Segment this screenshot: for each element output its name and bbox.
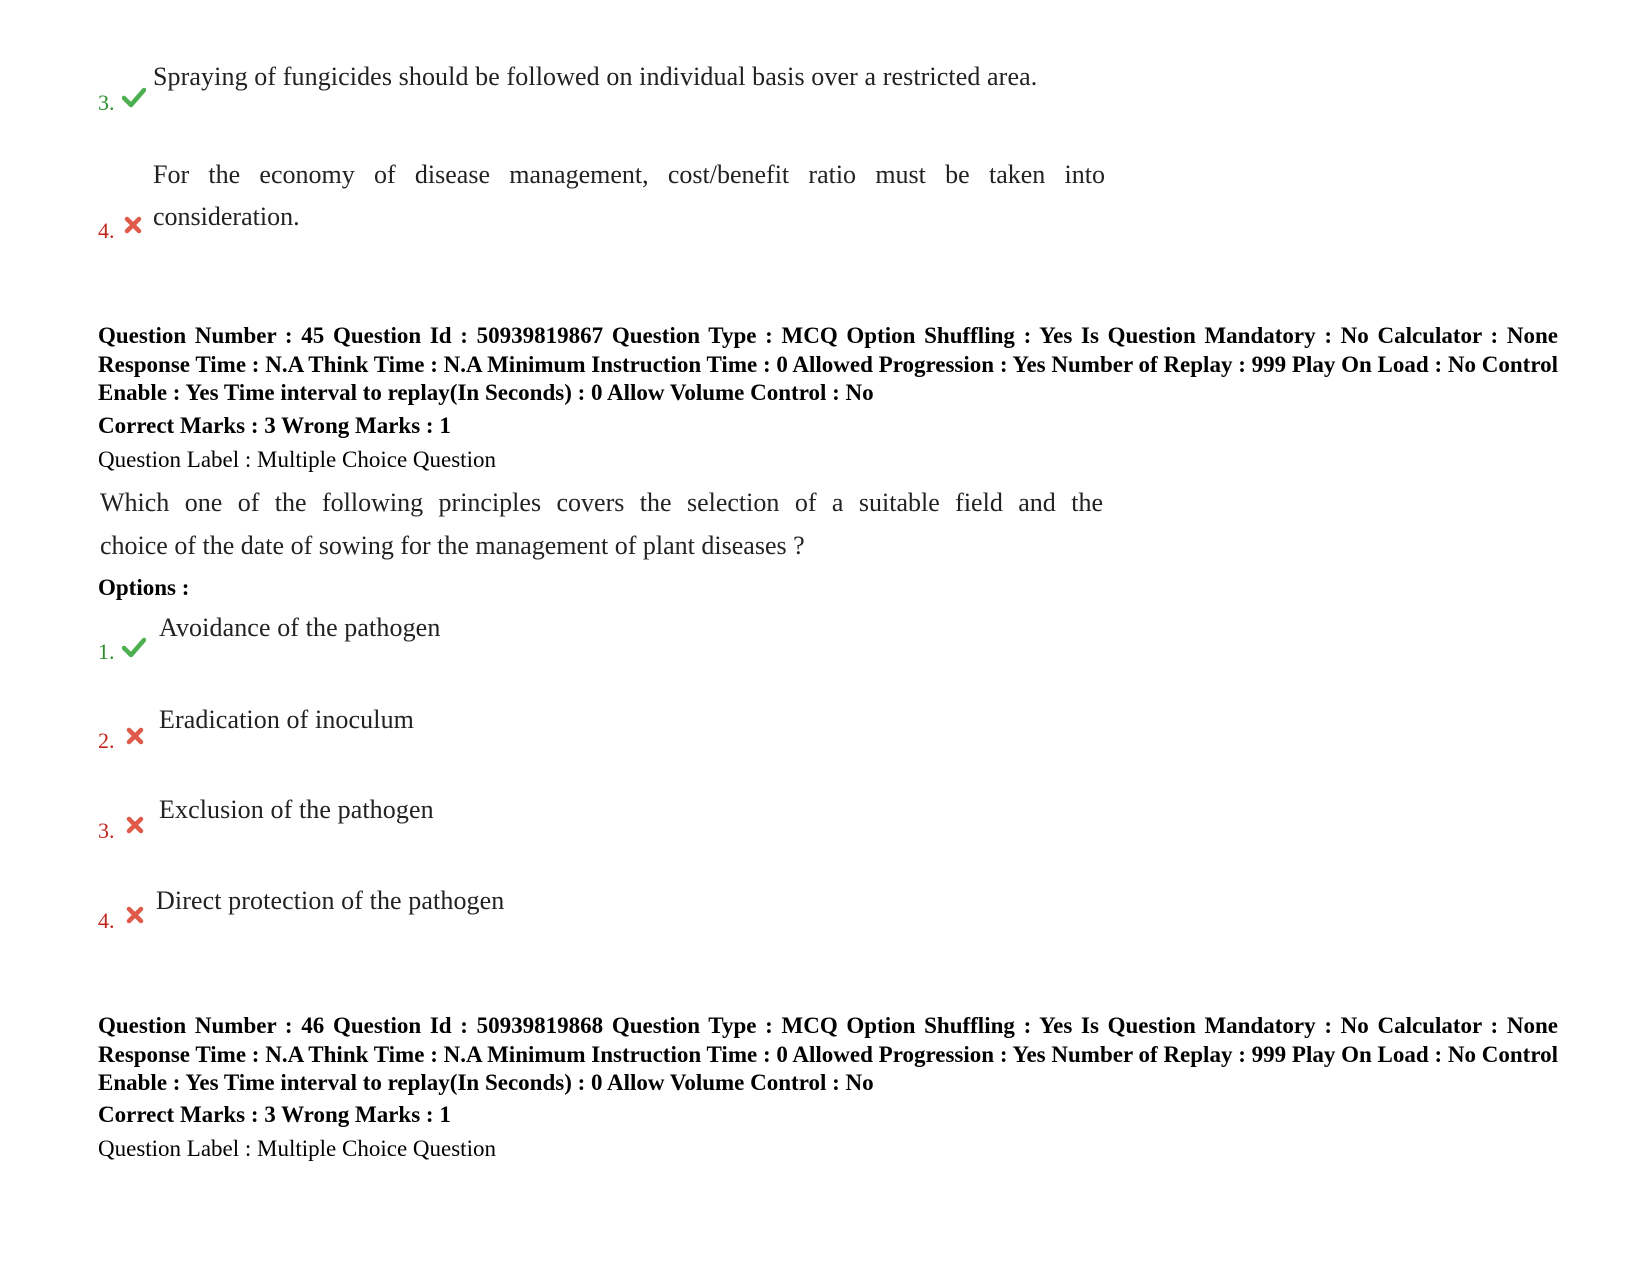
question-label: Question Label : Multiple Choice Question [98,1136,496,1161]
option-number: 1. [98,639,115,664]
question-text [100,481,1103,567]
question-text-line: Which one of the following principles covers the selection of a suitable field and the [100,488,1103,517]
option-number: 3. [98,90,115,115]
option-text-multiline [153,154,1105,238]
option-text-line: For the economy of disease management, cost/benefit ratio must be taken into [153,160,1105,189]
cross-icon [126,906,144,924]
option-number: 3. [98,818,115,843]
question-label: Question Label : Multiple Choice Question [98,447,496,472]
question-meta: Question Number : 45 Question Id : 50939819867 Question Type : MCQ Option Shuffling : Yes Is Question Mandatory : No Calculator : None Response Time : N.A Think Time : N.A Minimum Instruction Time : 0 Allowed Progression : Yes Number of Replay : 999 Play On Load : No Control Enable : Yes Time interval to replay(In Seconds) : 0 Allow Volume Control : No [98,323,1558,405]
options-heading: Options : [98,575,190,600]
cross-icon [124,216,142,234]
cross-icon [126,727,144,745]
question-marks: Correct Marks : 3 Wrong Marks : 1 [98,1102,451,1127]
check-icon [122,636,146,658]
option-text: Direct protection of the pathogen [156,886,505,915]
option-number: 4. [98,908,115,933]
option-text: Avoidance of the pathogen [159,613,441,642]
question-meta: Question Number : 46 Question Id : 50939819868 Question Type : MCQ Option Shuffling : Yes Is Question Mandatory : No Calculator : None Response Time : N.A Think Time : N.A Minimum Instruction Time : 0 Allowed Progression : Yes Number of Replay : 999 Play On Load : No Control Enable : Yes Time interval to replay(In Seconds) : 0 Allow Volume Control : No [98,1013,1558,1095]
option-text: Eradication of inoculum [159,705,414,734]
option-number: 2. [98,728,115,753]
question-marks: Correct Marks : 3 Wrong Marks : 1 [98,413,451,438]
option-text: Spraying of fungicides should be followed on individual basis over a restricted area. [153,62,1038,91]
check-icon [122,86,146,108]
question-text-line: choice of the date of sowing for the management of plant diseases ? [100,531,805,560]
option-text-line: consideration. [153,202,300,231]
cross-icon [126,816,144,834]
option-number: 4. [98,218,115,243]
option-text: Exclusion of the pathogen [159,795,434,824]
